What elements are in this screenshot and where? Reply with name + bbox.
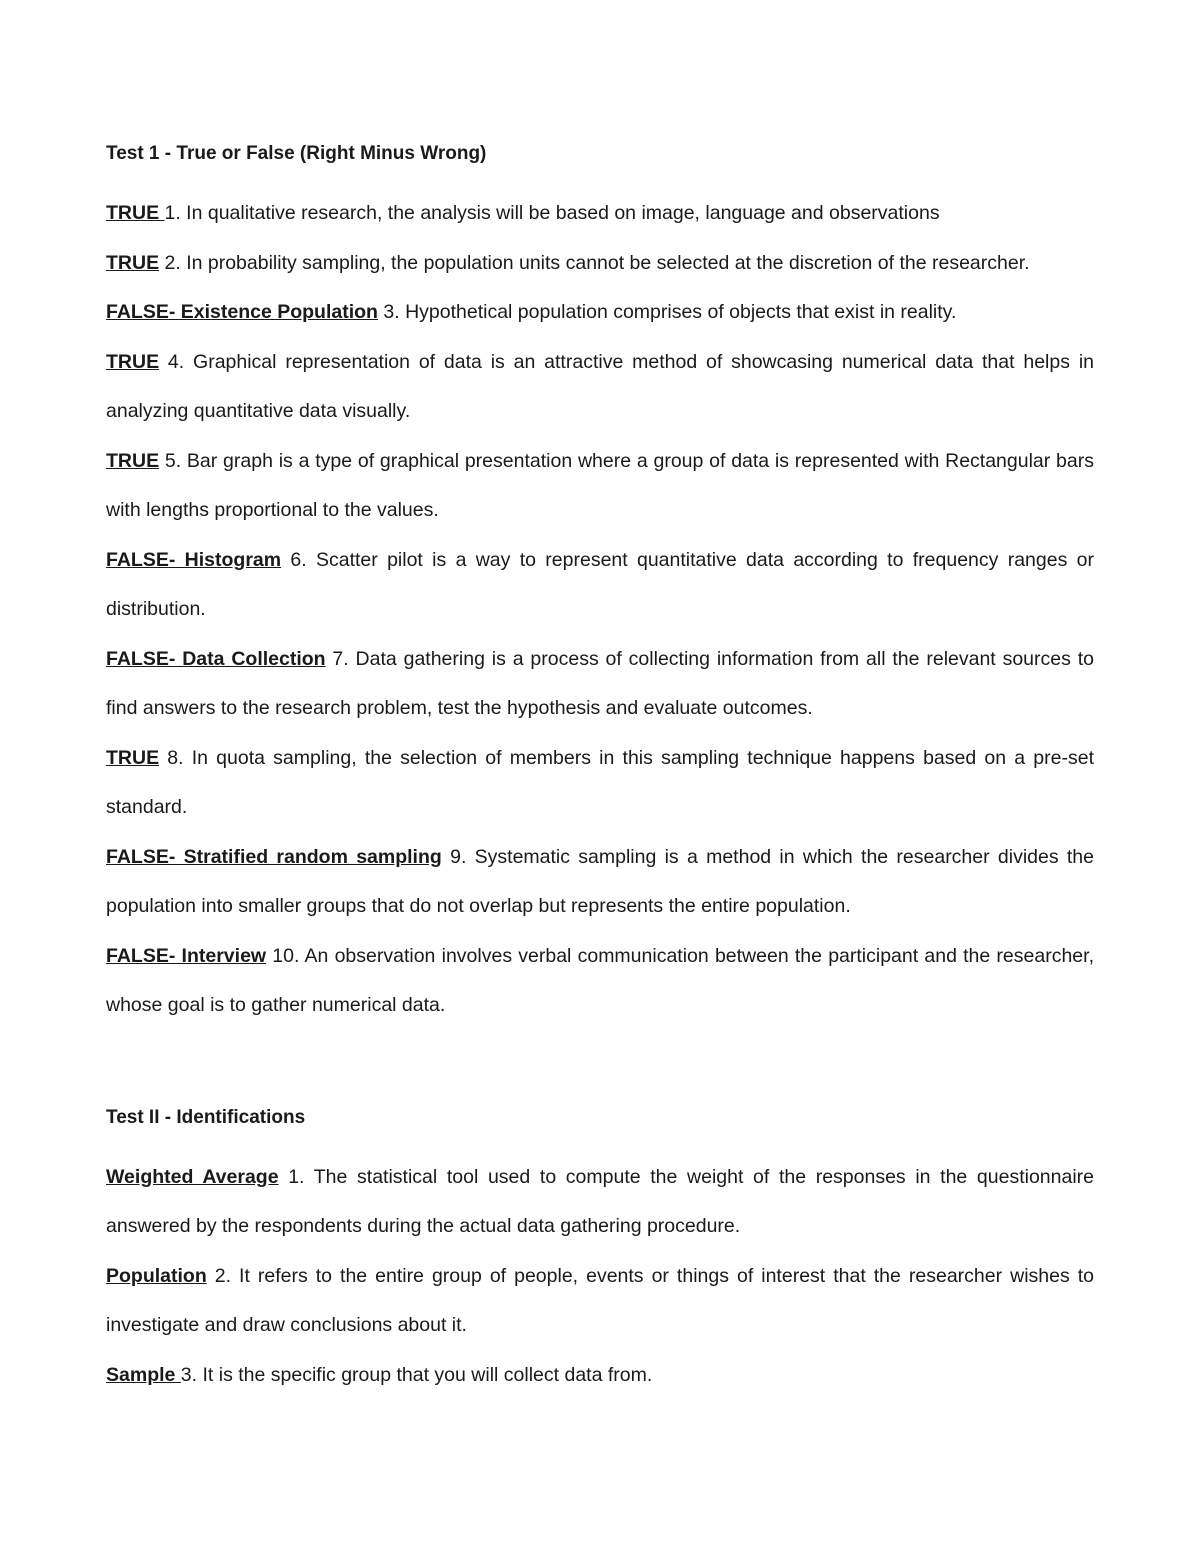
question-text: 1. The statistical tool used to compute the weight of the responses in the questionnaire answered by the respondents during the actual data gathering procedure. [106,1165,1094,1237]
test1-item-10 [106,932,1094,1031]
test2-item-3 [106,1351,1094,1401]
question-text: 7. Data gathering is a process of collecting information from all the relevant sources to find answers to the research problem, test the hypothesis and evaluate outcomes. [106,647,1094,719]
test2-item-1 [106,1153,1094,1252]
test1-item-9 [106,833,1094,932]
question-text: 3. Hypothetical population comprises of objects that exist in reality. [377,301,957,323]
answer-label: FALSE- Histogram [106,548,282,571]
question-text: 1. In qualitative research, the analysis will be based on image, language and observations [164,202,940,224]
question-text: 4. Graphical representation of data is an attractive method of showcasing numerical data that helps in analyzing quantitative data visually. [106,350,1094,422]
answer-label: TRUE [106,202,165,224]
answer-label: TRUE [106,449,160,472]
answer-label: Population [106,1264,207,1287]
test1-item-3 [106,288,1094,338]
answer-label: FALSE- Data Collection [106,647,326,670]
answer-label: Weighted Average [106,1165,279,1188]
test1-item-7 [106,635,1094,734]
answer-label: TRUE [106,350,160,373]
question-text: 9. Systematic sampling is a method in which the researcher divides the population into smaller groups that do not overlap but represents the entire population. [106,845,1094,917]
question-text: 2. In probability sampling, the population units cannot be selected at the discretion of the researcher. [159,251,1030,274]
test2-title: Test II - Identifications [106,1106,306,1128]
test1-item-1 [106,189,1094,239]
answer-label: TRUE [106,746,160,769]
test2-item-2 [106,1252,1094,1351]
answer-label: TRUE [106,251,160,274]
test1-item-2 [106,239,1094,289]
test1-item-8 [106,734,1094,833]
document-page [106,140,1094,1400]
answer-label: FALSE- Existence Population [106,301,378,323]
question-text: 10. An observation involves verbal communication between the participant and the researcher, whose goal is to gather numerical data. [106,944,1094,1016]
question-text: 6. Scatter pilot is a way to represent quantitative data according to frequency ranges or distribution. [106,548,1094,620]
test1-item-5 [106,437,1094,536]
test1-title: Test 1 - True or False (Right Minus Wrong) [106,143,487,164]
test1-item-4 [106,338,1094,437]
answer-label: FALSE- Interview [106,944,267,967]
question-text: 5. Bar graph is a type of graphical presentation where a group of data is represented with Rectangular bars with lengths proportional to the values. [106,449,1094,521]
answer-label: FALSE- Stratified random sampling [106,845,442,868]
question-text: 8. In quota sampling, the selection of members in this sampling technique happens based on a pre-set standard. [106,746,1094,818]
test1-item-6 [106,536,1094,635]
answer-label: Sample [106,1363,181,1386]
question-text: 2. It refers to the entire group of people, events or things of interest that the researcher wishes to investigate and draw conclusions about it. [106,1264,1094,1336]
question-text: 3. It is the specific group that you will collect data from. [180,1363,653,1386]
